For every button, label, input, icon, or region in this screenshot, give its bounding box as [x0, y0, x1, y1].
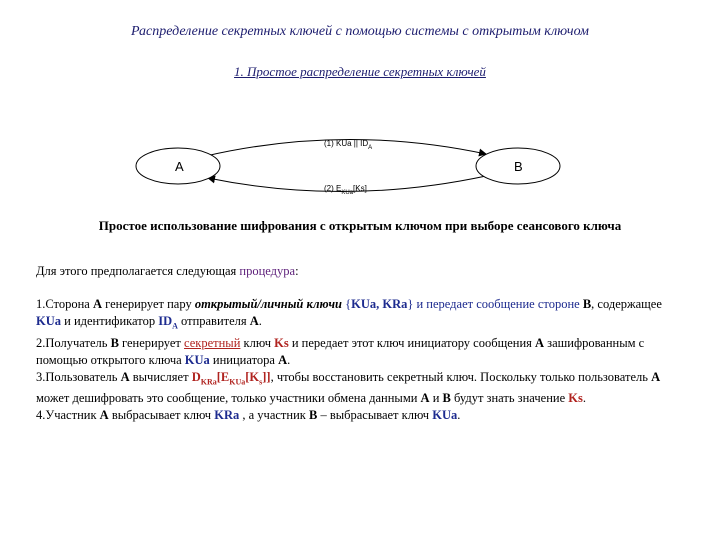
node-b-label: B [514, 159, 523, 174]
page-title: Распределение секретных ключей с помощью системы с открытым ключом [131, 24, 589, 39]
procedure-text [36, 263, 686, 424]
intro-paragraph: Для этого предполагается следующая процедура: [36, 264, 299, 278]
step-3: 3.Пользователь A вычисляет $D_{KRa}[E_{KUa}[K_s]]$, чтобы восстановить секретный ключ. Поскольку только пользователь A может дешифровать это сообщение, только участники обмена данными A и B будут знать значение Ks. [36, 369, 661, 405]
message-1-label: (1) KUa || $ID_A$ [324, 139, 373, 151]
node-a-label: A [175, 159, 184, 174]
step-1: 1.Сторона A генерирует пару открытый/личный ключи {KUa, KRa} и передает сообщение стороне B, содержащее KUa и идентификатор $ID_A$ отправителя A. [36, 297, 662, 331]
step-2: 2.Получатель B генерирует секретный ключ Ks и передает этот ключ инициатору сообщения A зашифрованным с помощью открытого ключа KUa инициатора A. [36, 335, 645, 367]
diagram-caption: Простое использование шифрования с открытым ключом при выборе сеансового ключа [98, 218, 622, 233]
key-exchange-diagram [0, 130, 720, 210]
secret-link[interactable]: секретный [184, 335, 241, 350]
procedure-link[interactable]: процедура [239, 264, 296, 278]
section-subtitle: 1. Простое распределение секретных ключей [234, 64, 486, 79]
message-2-label: (2) $E_{KUa}[Ks]$ [324, 184, 367, 196]
step-4: 4.Участник A выбрасывает ключ KRa , а участник B – выбрасывает ключ KUa. [36, 408, 461, 422]
